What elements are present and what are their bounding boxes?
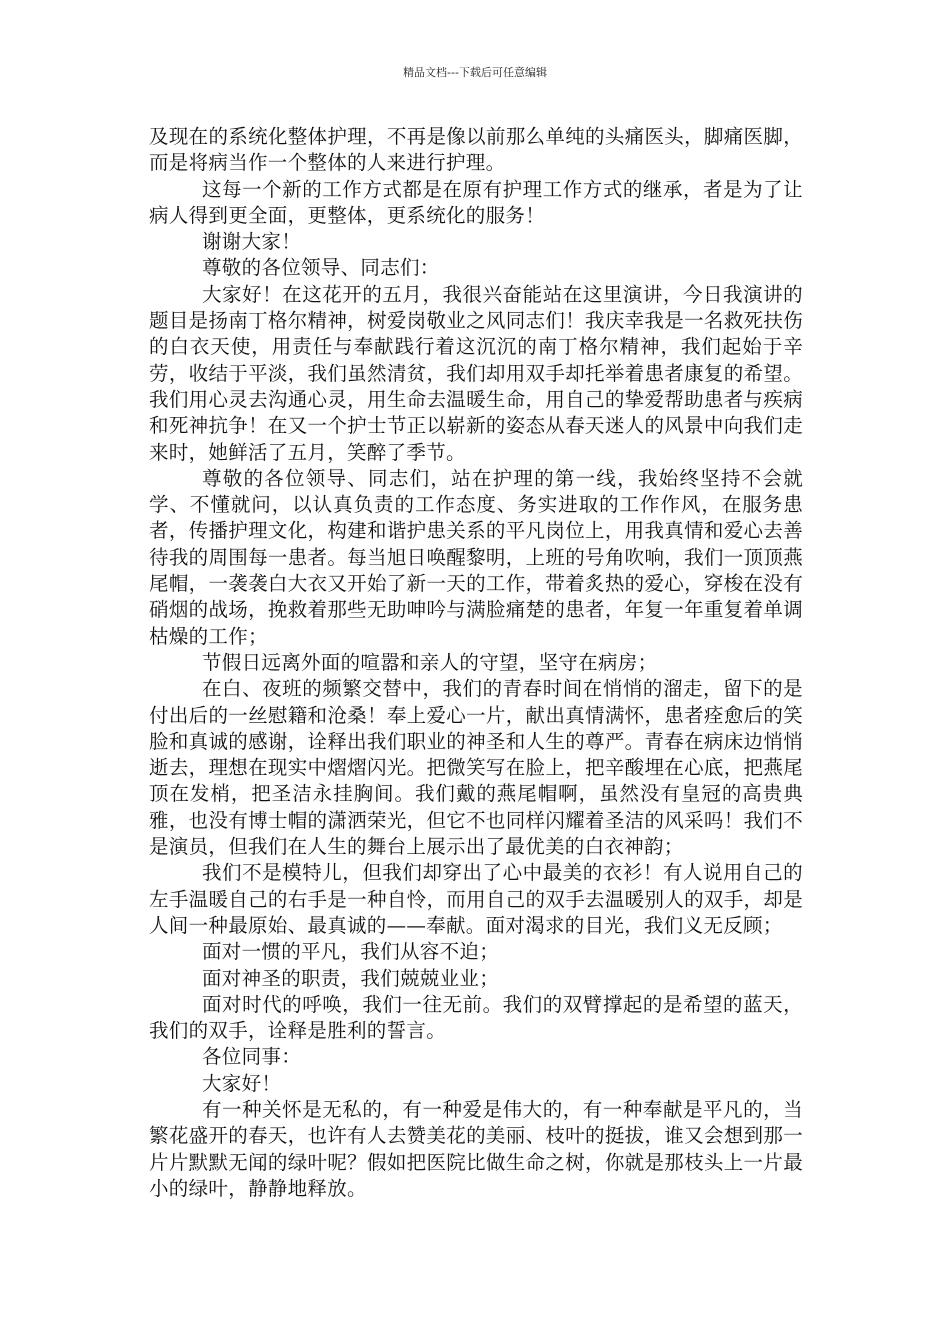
paragraph: 节假日远离外面的喧嚣和亲人的守望，坚守在病房； [202, 650, 658, 674]
paragraph: 有一种关怀是无私的，有一种爱是伟大的，有一种奉献是平凡的，当繁花盛开的春天，也许有人去赞美花的美丽、枝叶的挺拔，谁又会想到那一片片默默无闻的绿叶呢？假如把医院比做生命之树，你就是那枝头上一片最小的绿叶，静静地释放。 [149, 1097, 803, 1200]
paragraph: 面对时代的呼唤，我们一往无前。我们的双臂撑起的是希望的蓝天，我们的双手，诠释是胜利的誓言。 [149, 992, 803, 1043]
paragraph: 各位同事： [202, 1045, 302, 1069]
paragraph: 谢谢大家！ [202, 230, 302, 254]
paragraph: 面对神圣的职责，我们兢兢业业； [202, 966, 500, 990]
paragraph: 在白、夜班的频繁交替中，我们的青春时间在悄悄的溜走，留下的是付出后的一丝慰籍和沧桑！奉上爱心一片，献出真情满怀，患者痊愈后的笑脸和真诚的感谢，诠释出我们职业的神圣和人生的尊严。青春在病床边悄悄逝去，理想在现实中熠熠闪光。把微笑写在脸上，把辛酸埋在心底，把燕尾顶在发梢，把圣洁永挂胸间。我们戴的燕尾帽啊，虽然没有皇冠的高贵典雅，也没有博士帽的潇洒荣光，但它不也同样闪耀着圣洁的风采吗！我们不是演员，但我们在人生的舞台上展示出了最优美的白衣神韵； [149, 677, 803, 859]
paragraph: 我们不是模特儿，但我们却穿出了心中最美的衣衫！有人说用自己的左手温暖自己的右手是一种自怜，而用自己的双手去温暖别人的双手，却是人间一种最原始、最真诚的——奉献。面对渴求的目光，我们义无反顾； [149, 861, 803, 937]
document-body [149, 124, 803, 1202]
paragraph: 尊敬的各位领导、同志们： [202, 256, 440, 280]
paragraph: 这每一个新的工作方式都是在原有护理工作方式的继承，者是为了让病人得到更全面，更整体，更系统化的服务！ [149, 177, 803, 227]
paragraph: 尊敬的各位领导、同志们，站在护理的第一线，我始终坚持不会就学、不懂就问，以认真负责的工作态度、务实进取的工作作风，在服务患者，传播护理文化，构建和谐护患关系的平凡岗位上，用我真情和爱心去善待我的周围每一患者。每当旭日唤醒黎明，上班的号角吹响，我们一顶顶燕尾帽，一袭袭白大衣又开始了新一天的工作，带着炙热的爱心，穿梭在没有硝烟的战场，挽救着那些无助呻吟与满脸痛楚的患者，年复一年重复着单调枯燥的工作； [149, 466, 803, 648]
paragraph: 大家好！在这花开的五月，我很兴奋能站在这里演讲，今日我演讲的题目是扬南丁格尔精神，树爱岗敬业之风同志们！我庆幸我是一名救死扶伤的白衣天使，用责任与奉献践行着这沉沉的南丁格尔精神，我们起始于辛劳，收结于平淡，我们虽然清贫，我们却用双手却托举着患者康复的希望。我们用心灵去沟通心灵，用生命去温暖生命，用自己的挚爱帮助患者与疾病和死神抗争！在又一个护士节正以崭新的姿态从春天迷人的风景中向我们走来时，她鲜活了五月，笑醉了季节。 [149, 282, 803, 464]
paragraph: 及现在的系统化整体护理，不再是像以前那么单纯的头痛医头，脚痛医脚，而是将病当作一个整体的人来进行护理。 [149, 125, 803, 175]
page-header: 精品文档---下载后可任意编辑 [403, 66, 547, 79]
paragraph: 大家好！ [202, 1071, 282, 1095]
paragraph: 面对一惯的平凡，我们从容不迫； [202, 940, 500, 964]
